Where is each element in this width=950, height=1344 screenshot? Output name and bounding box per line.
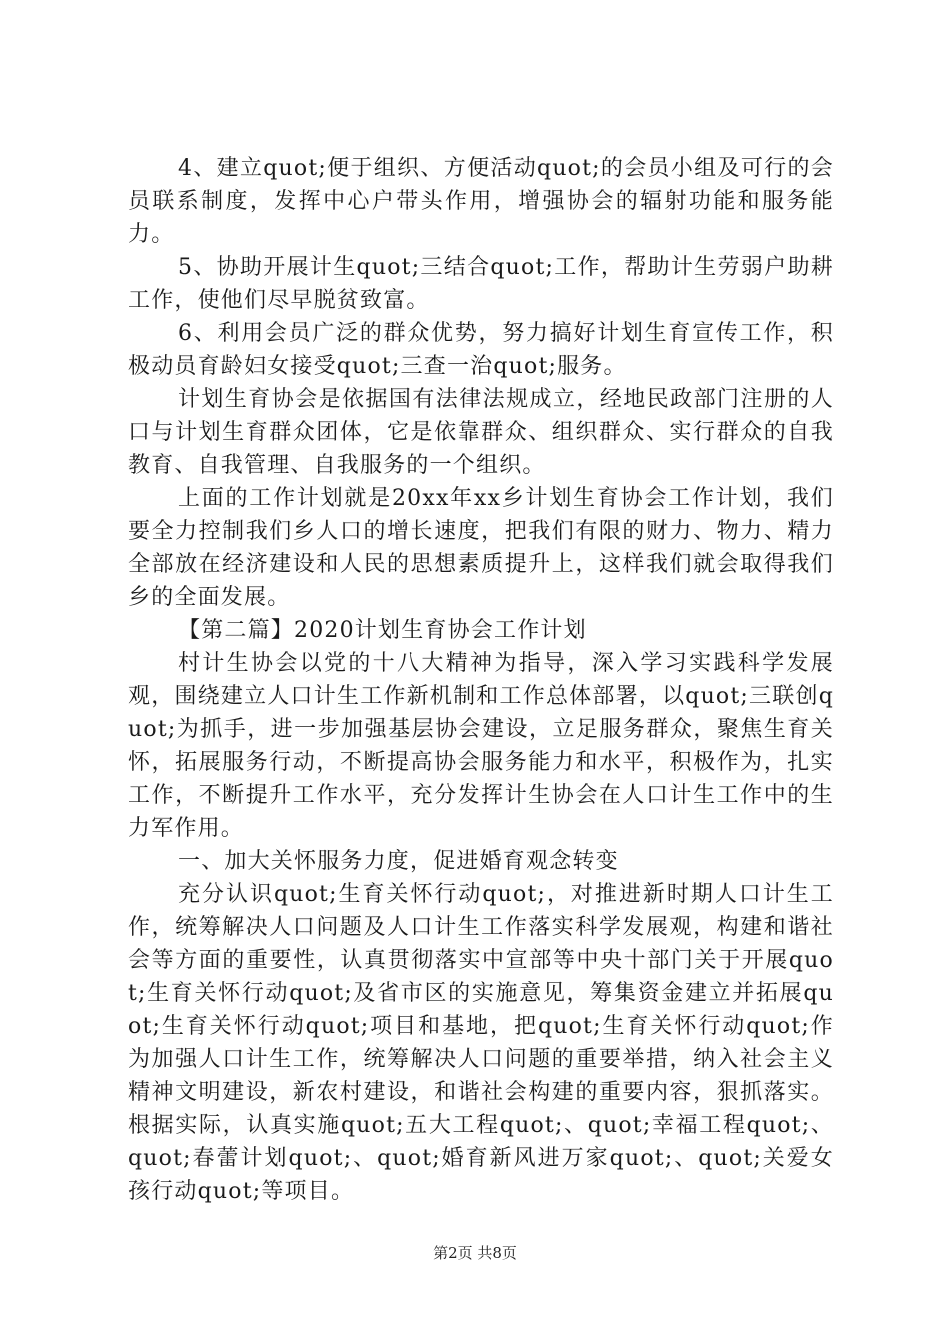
paragraph-item-4: 4、建立quot;便于组织、方便活动quot;的会员小组及可行的会员联系制度，发挥中心户带头作用，增强协会的辐射功能和服务能力。: [128, 156, 834, 247]
paragraph-item-5: 5、协助开展计生quot;三结合quot;工作，帮助计生劳弱户助耕工作，使他们尽早脱贫致富。: [128, 255, 834, 313]
document-body: [128, 152, 834, 1208]
page-number-footer: 第2页 共8页: [433, 1244, 517, 1262]
paragraph-item-6: 6、利用会员广泛的群众优势，努力搞好计划生育宣传工作，积极动员育龄妇女接受quot;三查一治quot;服务。: [128, 321, 834, 379]
section-heading-part-two: 【第二篇】2020计划生育协会工作计划: [178, 618, 587, 643]
paragraph-summary: 上面的工作计划就是20xx年xx乡计划生育协会工作计划，我们要全力控制我们乡人口的增长速度，把我们有限的财力、物力、精力全部放在经济建设和人民的思想素质提升上，这样我们就会取得我们乡的全面发展。: [128, 486, 834, 610]
paragraph-association-definition: 计划生育协会是依据国有法律法规成立，经地民政部门注册的人口与计划生育群众团体，它是依靠群众、组织群众、实行群众的自我教育、自我管理、自我服务的一个组织。: [128, 387, 834, 478]
paragraph-fertility-care: 充分认识quot;生育关怀行动quot;，对推进新时期人口计生工作，统筹解决人口问题及人口计生工作落实科学发展观，构建和谐社会等方面的重要性，认真贯彻落实中宣部等中央十部门关于开展quot;生育关怀行动quot;及省市区的实施意见，筹集资金建立并拓展quot;生育关怀行动quot;项目和基地，把quot;生育关怀行动quot;作为加强人口计生工作，统筹解决人口问题的重要举措，纳入社会主义精神文明建设，新农村建设，和谐社会构建的重要内容，狠抓落实。根据实际，认真实施quot;五大工程quot;、quot;幸福工程quot;、quot;春蕾计划quot;、quot;婚育新风进万家quot;、quot;关爱女孩行动quot;等项目。: [128, 882, 834, 1204]
paragraph-village-association: 村计生协会以党的十八大精神为指导，深入学习实践科学发展观，围绕建立人口计生工作新机制和工作总体部署，以quot;三联创quot;为抓手，进一步加强基层协会建设，立足服务群众，聚焦生育关怀，拓展服务行动，不断提高协会服务能力和水平，积极作为，扎实工作，不断提升工作水平，充分发挥计生协会在人口计生工作中的生力军作用。: [128, 651, 834, 841]
subheading-section-one: 一、加大关怀服务力度，促进婚育观念转变: [178, 849, 619, 874]
